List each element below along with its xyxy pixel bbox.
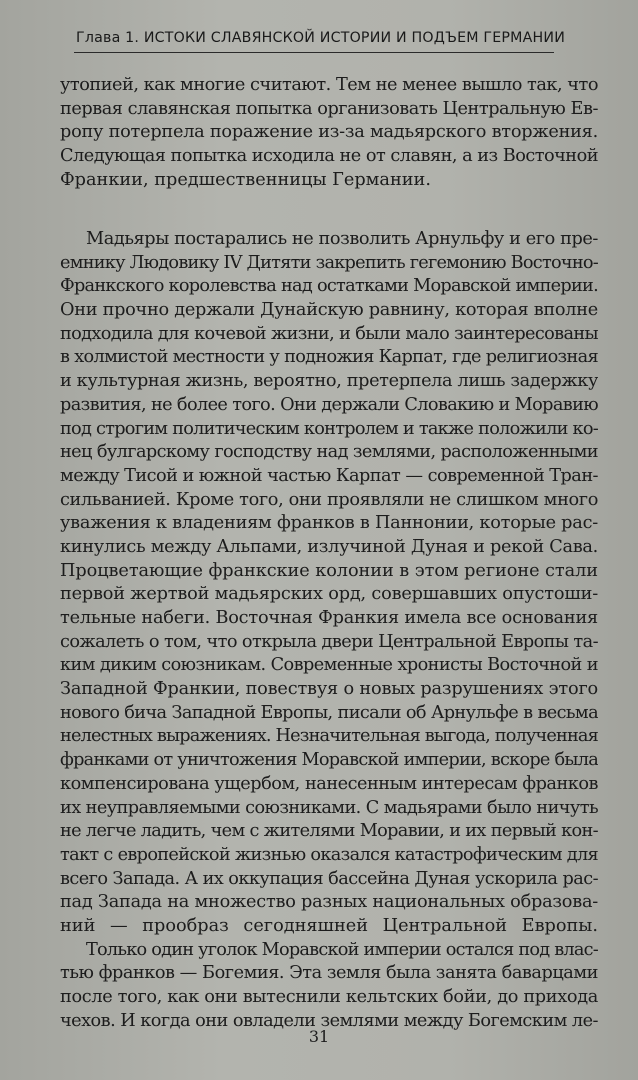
text-line: Они прочно держали Дунайскую равнину, которая вполне: [60, 300, 598, 321]
page-number: 31: [308, 1027, 330, 1046]
text-line: Франкии, предшественницы Германии.: [60, 169, 431, 190]
text-line: уважения к владениям франков в Паннонии, которые рас-: [60, 513, 598, 534]
text-line: всего Запада. А их оккупация бассейна Дуная ускорила рас-: [60, 868, 598, 889]
text-line: такт с европейской жизнью оказался катастрофическим для: [60, 844, 598, 865]
text-line: ким диким союзникам. Современные хронисты Восточной и: [60, 655, 598, 676]
text-line: после того, как они вытеснили кельтских бойи, до прихода: [60, 987, 598, 1007]
text-line: тью франков — Богемия. Эта земля была занята баварцами: [60, 963, 598, 984]
text-line: развития, не более того. Они держали Словакию и Моравию: [60, 394, 598, 415]
text-line: емнику Людовику IV Дитяти закрепить гегемонию Восточно-: [60, 252, 598, 273]
text-line: франками от уничтожения Моравской империи, вскоре была: [60, 750, 598, 771]
text-line: пад Запада на множество разных национальных образова-: [60, 892, 598, 913]
text-line: компенсирована ущербом, нанесенным интересам франков: [60, 773, 598, 794]
header-rule: [74, 52, 554, 53]
text-line: Западной Франкии, повествуя о новых разрушениях этого: [60, 679, 598, 700]
text-line: чехов. И когда они овладели землями между Богемским ле-: [60, 1010, 598, 1031]
text-line: Мадьяры постарались не позволить Арнульфу и его пре-: [86, 229, 598, 249]
text-line: под строгим политическим контролем и также положили ко-: [60, 418, 598, 439]
text-line: нец булгарскому господству над землями, расположенными: [60, 442, 598, 463]
text-line: в холмистой местности у подножия Карпат, где религиозная: [60, 347, 598, 368]
text-line: сильванией. Кроме того, они проявляли не слишком много: [60, 489, 598, 510]
text-line: первая славянская попытка организовать Центральную Ев-: [60, 98, 598, 119]
text-line: Только один уголок Моравской империи остался под влас-: [86, 939, 598, 960]
text-line: подходила для кочевой жизни, и были мало заинтересованы: [60, 323, 598, 344]
text-line: их неуправляемыми союзниками. С мадьярами было ничуть: [60, 797, 598, 818]
text-line: тельные набеги. Восточная Франкия имела все основания: [60, 608, 598, 628]
running-head: Глава 1. ИСТОКИ СЛАВЯНСКОЙ ИСТОРИИ И ПОДЪЕМ ГЕРМАНИИ: [76, 30, 566, 46]
text-line: ропу потерпела поражение из-за мадьярского вторжения.: [60, 122, 598, 143]
text-line: сожалеть о том, что открыла двери Центральной Европы та-: [60, 631, 598, 652]
text-line: Следующая попытка исходила не от славян, а из Восточной: [60, 146, 598, 167]
text-line: нелестных выражениях. Незначительная выгода, полученная: [60, 726, 598, 747]
text-line: между Тисой и южной частью Карпат — современной Тран-: [60, 465, 598, 486]
text-line: и культурная жизнь, вероятно, претерпела лишь задержку: [60, 371, 598, 392]
text-line: первой жертвой мадьярских орд, совершавших опустоши-: [60, 584, 598, 605]
text-line: не легче ладить, чем с жителями Моравии, и их первый кон-: [60, 821, 598, 842]
text-line: утопией, как многие считают. Тем не менее вышло так, что: [60, 75, 598, 95]
paragraph-continued: [60, 74, 598, 192]
text-line: Процветающие франкские колонии в этом регионе стали: [60, 560, 598, 581]
text-line: Франкского королевства над остатками Моравской империи.: [60, 276, 598, 297]
text-line: ний — прообраз сегодняшней Центральной Европы.: [60, 915, 598, 936]
text-line: кинулись между Альпами, излучиной Дуная и рекой Сава.: [60, 536, 598, 557]
paragraph-main: [60, 228, 598, 1033]
text-line: нового бича Западной Европы, писали об Арнульфе в весьма: [60, 702, 598, 723]
